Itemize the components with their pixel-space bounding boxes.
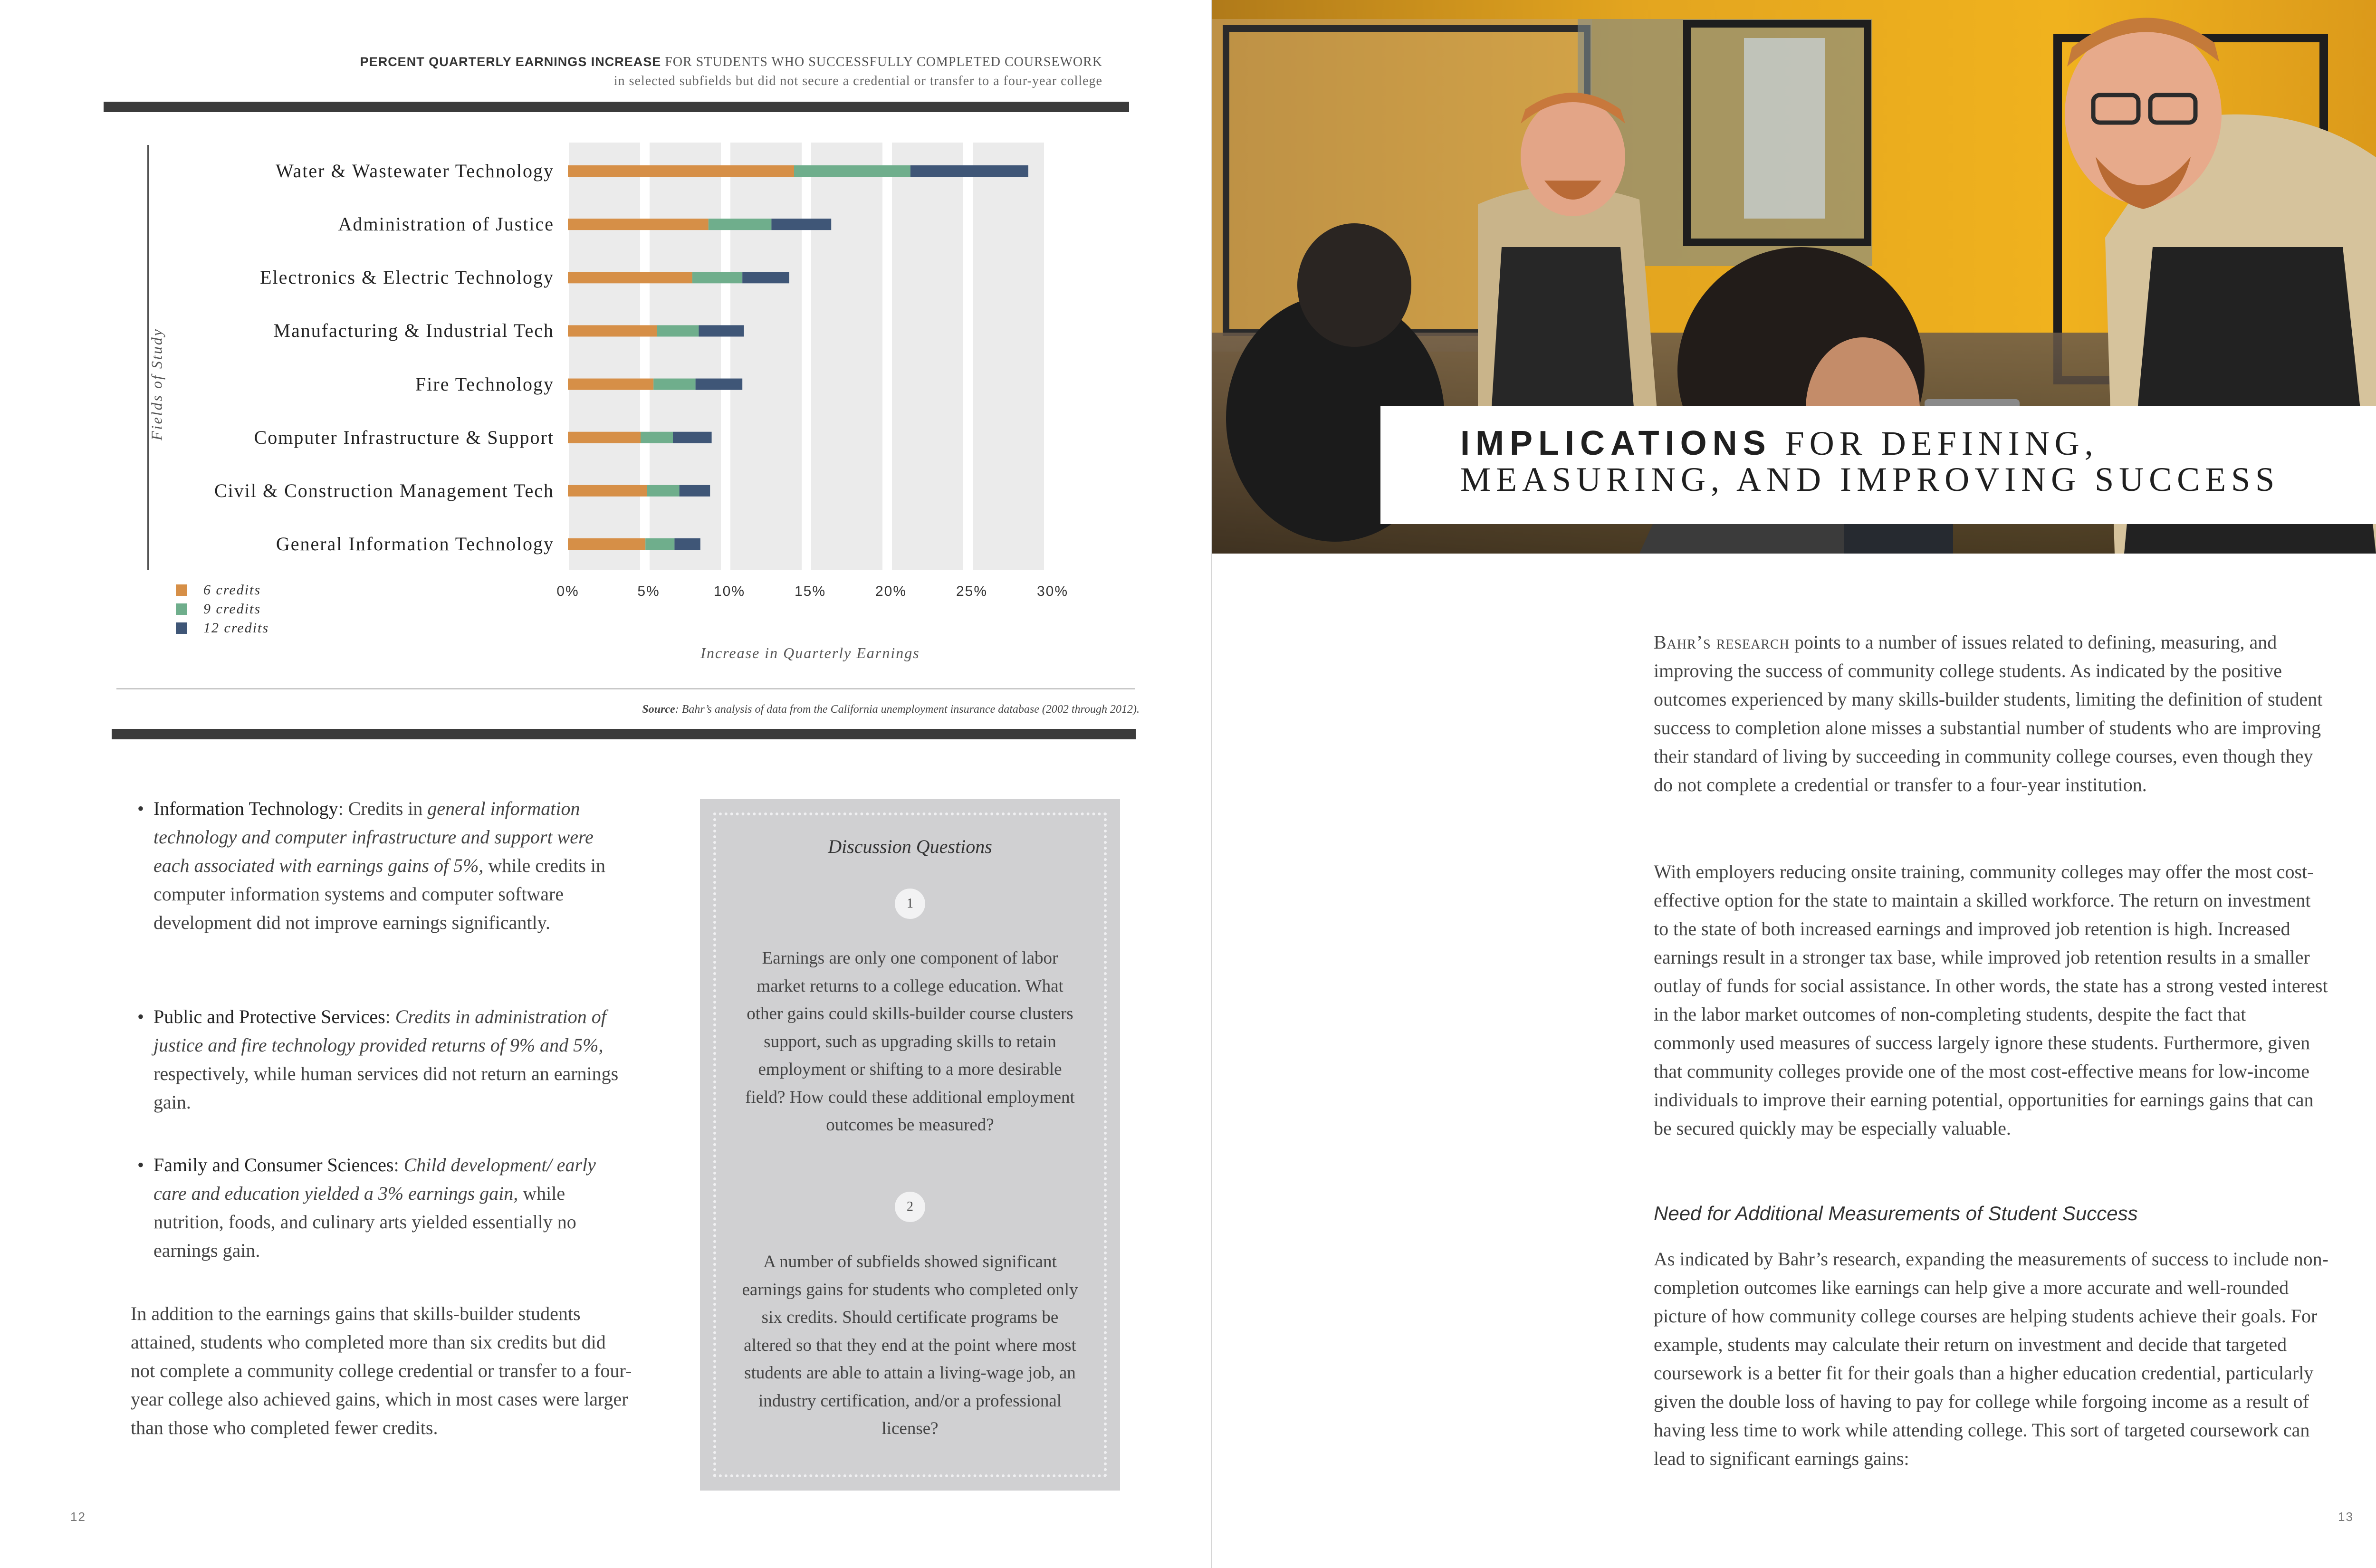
source-label: Source [642, 703, 675, 716]
bullet-text: Child development/ early care and education yielded a 3% earnings gain, [153, 1154, 596, 1204]
x-tick-label: 5% [637, 583, 660, 599]
question-number-2: 2 [895, 1192, 925, 1222]
bar-segment [674, 538, 700, 550]
bullet-dot: • [137, 1154, 144, 1176]
bar-segment [709, 219, 772, 230]
x-tick-label: 0% [556, 583, 579, 599]
bar-segment [696, 379, 743, 390]
chart-bottom-rule [112, 729, 1136, 739]
bullet-dot: • [137, 1006, 144, 1027]
earnings-paragraph: In addition to the earnings gains that skills-builder students attained, students who completed more than six credits but did not complete a community college credential or transfer to a four-year college also achieved gains, which in most cases were larger than those who completed fewer credits. [131, 1303, 632, 1438]
bullet-text: : Credits in [338, 798, 428, 819]
legend-swatch [176, 584, 187, 596]
category-label: Water & Wastewater Technology [276, 160, 554, 182]
measurements-paragraph: As indicated by Bahr’s research, expanding the measurements of success to include non-completion outcomes like earnings can help give a more accurate and well-rounded picture of how community college courses are helping students achieve their goals. For example, students may calculate their return on investment and decide that targeted coursework is a better fit for their goals than a higher education credential, particularly given the double loss of having to pay for college while forgoing income as a result of having less time to work while attending college. This sort of targeted coursework can lead to significant earnings gains: [1654, 1248, 2328, 1469]
bar-segment [645, 538, 674, 550]
bar-segment [657, 325, 699, 336]
x-tick-label: 10% [713, 583, 746, 599]
bullet-text: : [393, 1154, 404, 1176]
category-label: Electronics & Electric Technology [260, 267, 554, 288]
category-label: Fire Technology [415, 373, 554, 395]
legend-label: 9 credits [203, 601, 261, 617]
source-note [642, 703, 1140, 716]
legend-swatch [176, 603, 187, 615]
chart-title-bold: PERCENT QUARTERLY EARNINGS INCREASE [360, 55, 661, 69]
bar-segment [568, 219, 709, 230]
question-2-text: A number of subfields showed significant earnings gains for students who completed only six credits. Should certificate programs be altered so that they end at the point where most students are able to attain a living-wage job, an industry certification, and/or a professional license? [742, 1252, 1078, 1438]
bullet-lead: Public and Protective Services [153, 1006, 385, 1027]
chart-title-rest: FOR STUDENTS WHO SUCCESSFULLY COMPLETED COURSEWORK [661, 55, 1102, 69]
grid-band [569, 143, 640, 570]
bar-segment [641, 432, 673, 443]
legend-item [176, 600, 269, 619]
bar-segment [742, 272, 789, 283]
bullet-text: while nutrition, foods, and culinary arts yielded essentially no earnings gain. [153, 1183, 576, 1261]
grid-band [650, 143, 721, 570]
category-label: Manufacturing & Industrial Tech [273, 320, 554, 342]
bar-segment [568, 272, 692, 283]
x-axis-title: Increase in Quarterly Earnings [700, 644, 920, 661]
bar-segment [568, 485, 647, 497]
source-rule [116, 688, 1135, 689]
discussion-title: Discussion Questions [828, 836, 992, 857]
category-label: Administration of Justice [338, 213, 554, 235]
legend-item [176, 581, 269, 600]
subheading: Need for Additional Measurements of Student Success [1654, 1202, 2138, 1224]
bullet-text: : [385, 1006, 395, 1027]
research-lead: Bahr’s research [1654, 631, 1790, 653]
bar-segment [653, 379, 695, 390]
discussion-questions-box [700, 799, 1120, 1491]
bar-segment [568, 165, 794, 177]
y-axis-title: Fields of Study [148, 328, 165, 440]
bar-segment [568, 325, 657, 336]
bullet-text: general information technology and computer infrastructure and support were each associated with earnings gains of 5%, [153, 798, 594, 876]
legend-label: 12 credits [203, 620, 269, 636]
employers-paragraph: With employers reducing onsite training, community colleges may offer the most cost-effective option for the state to maintain a skilled workforce. The return on investment to the state of both increased earnings and improved job retention is high. Increased earnings result in a stronger tax base, while improved job retention results in a smaller outlay of funds for social assistance. In other words, the state has a strong vested interest in the labor market outcomes of non-completing students, despite the fact that commonly used measures of success largely ignore these students. Furthermore, given that community colleges provide one of the most cost-effective means for low-income individuals to improve their earning potential, opportunities for earnings gains that can be secured quickly may be especially valuable. [1654, 861, 2328, 1139]
stacked-bar-chart [0, 0, 1211, 618]
legend-item [176, 619, 269, 638]
question-number-1: 1 [895, 889, 925, 919]
x-tick-label: 30% [1036, 583, 1069, 599]
bar-segment [771, 219, 831, 230]
bullet-lead: Family and Consumer Sciences [153, 1154, 394, 1176]
grid-band [730, 143, 802, 570]
bullet-item [137, 1151, 633, 1265]
grid-band [811, 143, 882, 570]
bar-segment [647, 485, 680, 497]
page-number-right: 13 [2338, 1510, 2354, 1524]
section-heading [1460, 425, 2280, 497]
research-text: points to a number of issues related to defining, measuring, and improving the success of community college students. As indicated by the positive outcomes experienced by many skills-builder students, limiting the definition of student success to completion alone misses a substantial number of students who are improving their standard of living by succeeding in community college courses, even though they do not complete a credential or transfer to a four-year institution. [1654, 631, 2323, 795]
source-text: : Bahr’s analysis of data from the California unemployment insurance database (2002 through 2012). [675, 703, 1140, 716]
grid-band [892, 143, 963, 570]
bar-segment [680, 485, 710, 497]
bar-segment [910, 165, 1028, 177]
page-number-left: 12 [70, 1510, 86, 1524]
x-tick-label: 25% [956, 583, 988, 599]
question-1-text: Earnings are only one component of labor market returns to a college education. What other gains could skills-builder course clusters support, such as upgrading skills to retain employment or shifting to a more desirable field? How could these additional employment outcomes be measured? [745, 948, 1075, 1135]
category-label: General Information Technology [276, 533, 554, 555]
bar-segment [568, 379, 653, 390]
research-paragraph [1654, 628, 2328, 799]
heading-bold: IMPLICATIONS [1460, 424, 1772, 462]
bar-segment [568, 432, 641, 443]
bar-segment [692, 272, 742, 283]
bullet-lead: Information Technology [153, 798, 338, 819]
bullet-item [137, 1003, 633, 1117]
x-tick-label: 20% [875, 583, 907, 599]
bar-segment [568, 538, 645, 550]
bar-segment [699, 325, 744, 336]
category-label: Computer Infrastructure & Support [254, 426, 554, 448]
bullet-dot: • [137, 798, 144, 819]
bullet-item [137, 794, 633, 937]
grid-band [973, 143, 1044, 570]
bar-segment [673, 432, 712, 443]
x-tick-label: 15% [794, 583, 826, 599]
bar-segment [794, 165, 910, 177]
heading-rest-line1: FOR DEFINING, [1771, 424, 2098, 462]
heading-line2: MEASURING, AND IMPROVING SUCCESS [1460, 460, 2280, 498]
legend-label: 6 credits [203, 582, 261, 598]
chart-legend [176, 581, 269, 638]
bullet-text: Credits in administration of justice and fire technology provided returns of 9% and 5%, [153, 1006, 606, 1056]
legend-swatch [176, 622, 187, 634]
chart-subtitle: in selected subfields but did not secure a credential or transfer to a four-year college [613, 74, 1102, 88]
category-label: Civil & Construction Management Tech [214, 479, 554, 501]
bullet-text: respectively, while human services did not return an earnings gain. [153, 1063, 619, 1113]
bullet-text: while credits in computer information systems and computer software development did not improve earnings significantly. [153, 855, 606, 933]
